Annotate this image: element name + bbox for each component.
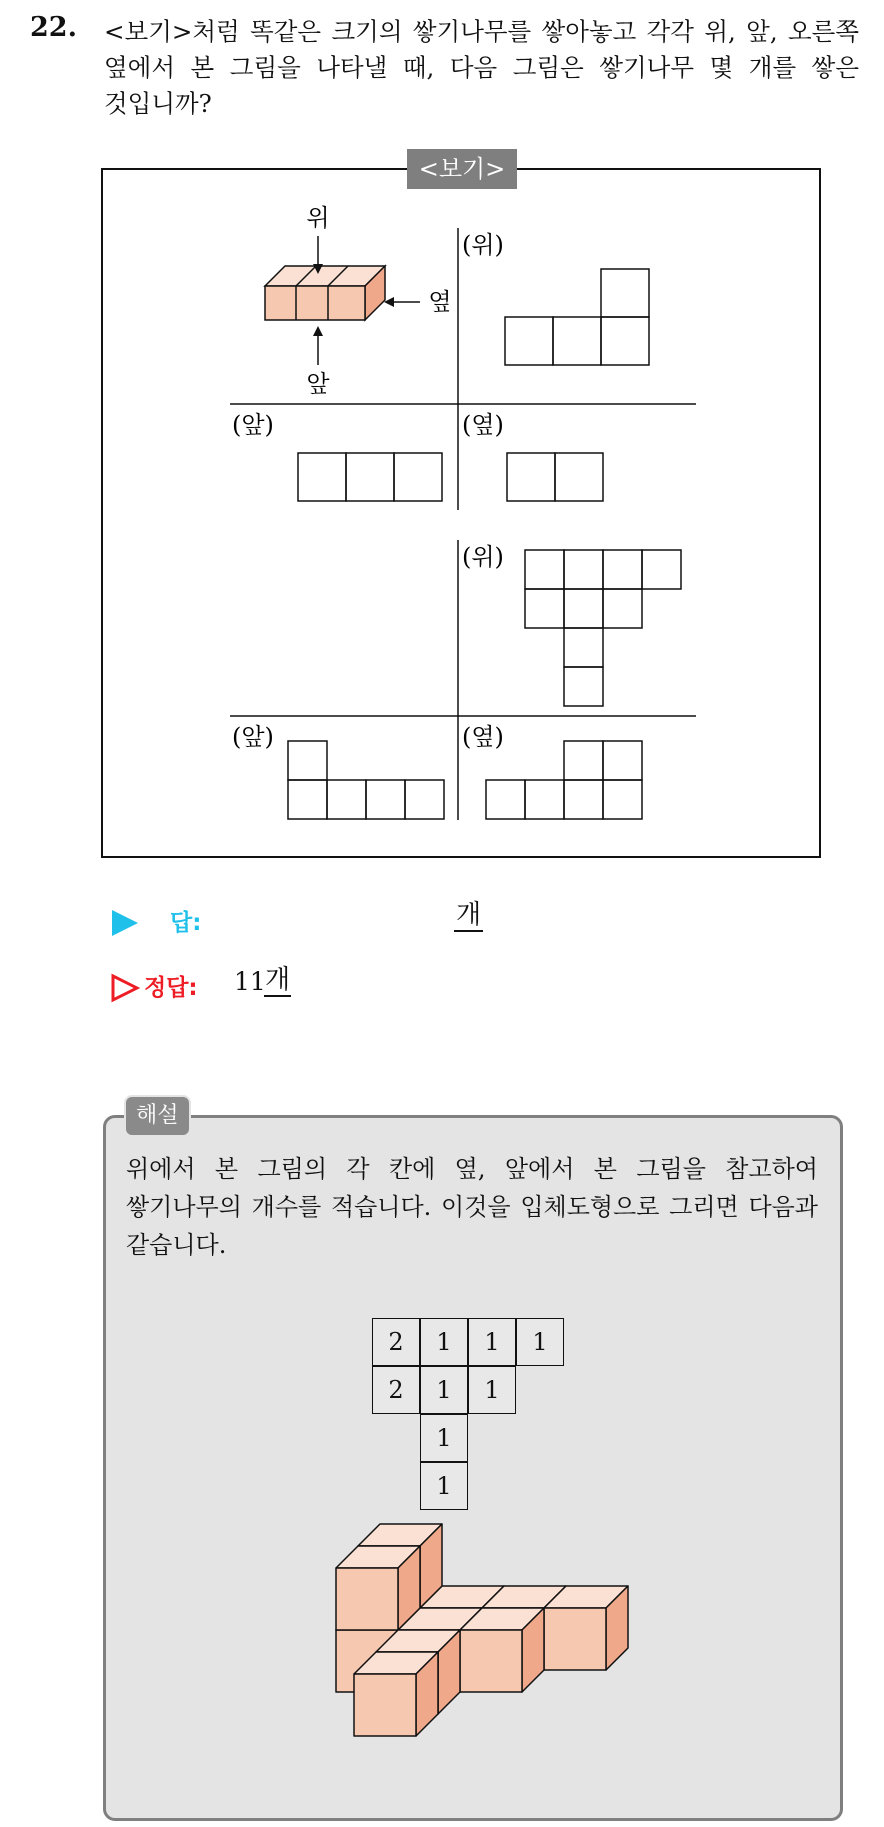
example-view-side [507, 453, 603, 501]
example-box-frame [102, 169, 820, 857]
example-view-side-label: (옆) [462, 411, 504, 439]
solution-unit: 개 [265, 965, 291, 995]
count-cell: 1 [420, 1318, 468, 1366]
count-cell: 2 [372, 1318, 420, 1366]
question-text: <보기>처럼 똑같은 크기의 쌓기나무를 쌓아놓고 각각 위, 앞, 오른쪽 옆에서 본 그림을 나타낼 때, 다음 그림은 쌓기나무 몇 개를 쌓은 것입니까? [104, 17, 859, 118]
example-box-title: <보기> [407, 149, 517, 189]
question-number: 22. [30, 12, 77, 43]
problem-view-top-label: (위) [462, 543, 504, 571]
explanation-text: 위에서 본 그림의 각 칸에 옆, 앞에서 본 그림을 참고하여 쌓기나무의 개수를 적습니다. 이것을 입체도형으로 그리면 다음과 같습니다. [126, 1155, 818, 1259]
outline-triangle-icon [110, 973, 140, 1003]
count-cell: 1 [420, 1462, 468, 1510]
problem-view-side [486, 741, 642, 819]
count-cell: 1 [420, 1366, 468, 1414]
problem-view-top [525, 550, 681, 706]
play-triangle-icon [110, 908, 140, 938]
example-view-top-label: (위) [462, 231, 504, 259]
cube-front-face [460, 1630, 522, 1692]
count-cell: 1 [420, 1414, 468, 1462]
answer-input[interactable]: 개 [456, 900, 482, 930]
arrow-front-label: 앞 [306, 370, 330, 398]
explanation-tag: 해설 [124, 1095, 191, 1137]
arrow-front-icon [313, 326, 323, 365]
solution-value: 11 [234, 967, 266, 996]
problem-view-front-label: (앞) [232, 723, 274, 751]
problem-view-front [288, 741, 444, 819]
cube-front-face [544, 1608, 606, 1670]
cube-front-face [354, 1674, 416, 1736]
example-view-top [505, 269, 649, 365]
answer-label: 답: [170, 910, 202, 936]
solution-label: 정답: [144, 975, 198, 1001]
arrow-side-label: 옆 [428, 288, 452, 316]
solution-row [108, 965, 508, 1005]
arrow-side-icon [384, 297, 420, 307]
arrow-top-label: 위 [306, 204, 330, 232]
example-view-front [298, 453, 442, 501]
problem-view-side-label: (옆) [462, 723, 504, 751]
count-cell: 2 [372, 1366, 420, 1414]
cube-front-face [336, 1568, 398, 1630]
answer-row [108, 900, 508, 940]
count-cell: 1 [468, 1318, 516, 1366]
example-view-front-label: (앞) [232, 411, 274, 439]
example-cube-row [265, 266, 385, 320]
count-cell: 1 [468, 1366, 516, 1414]
count-cell: 1 [516, 1318, 564, 1366]
count-grid [372, 1318, 572, 1518]
